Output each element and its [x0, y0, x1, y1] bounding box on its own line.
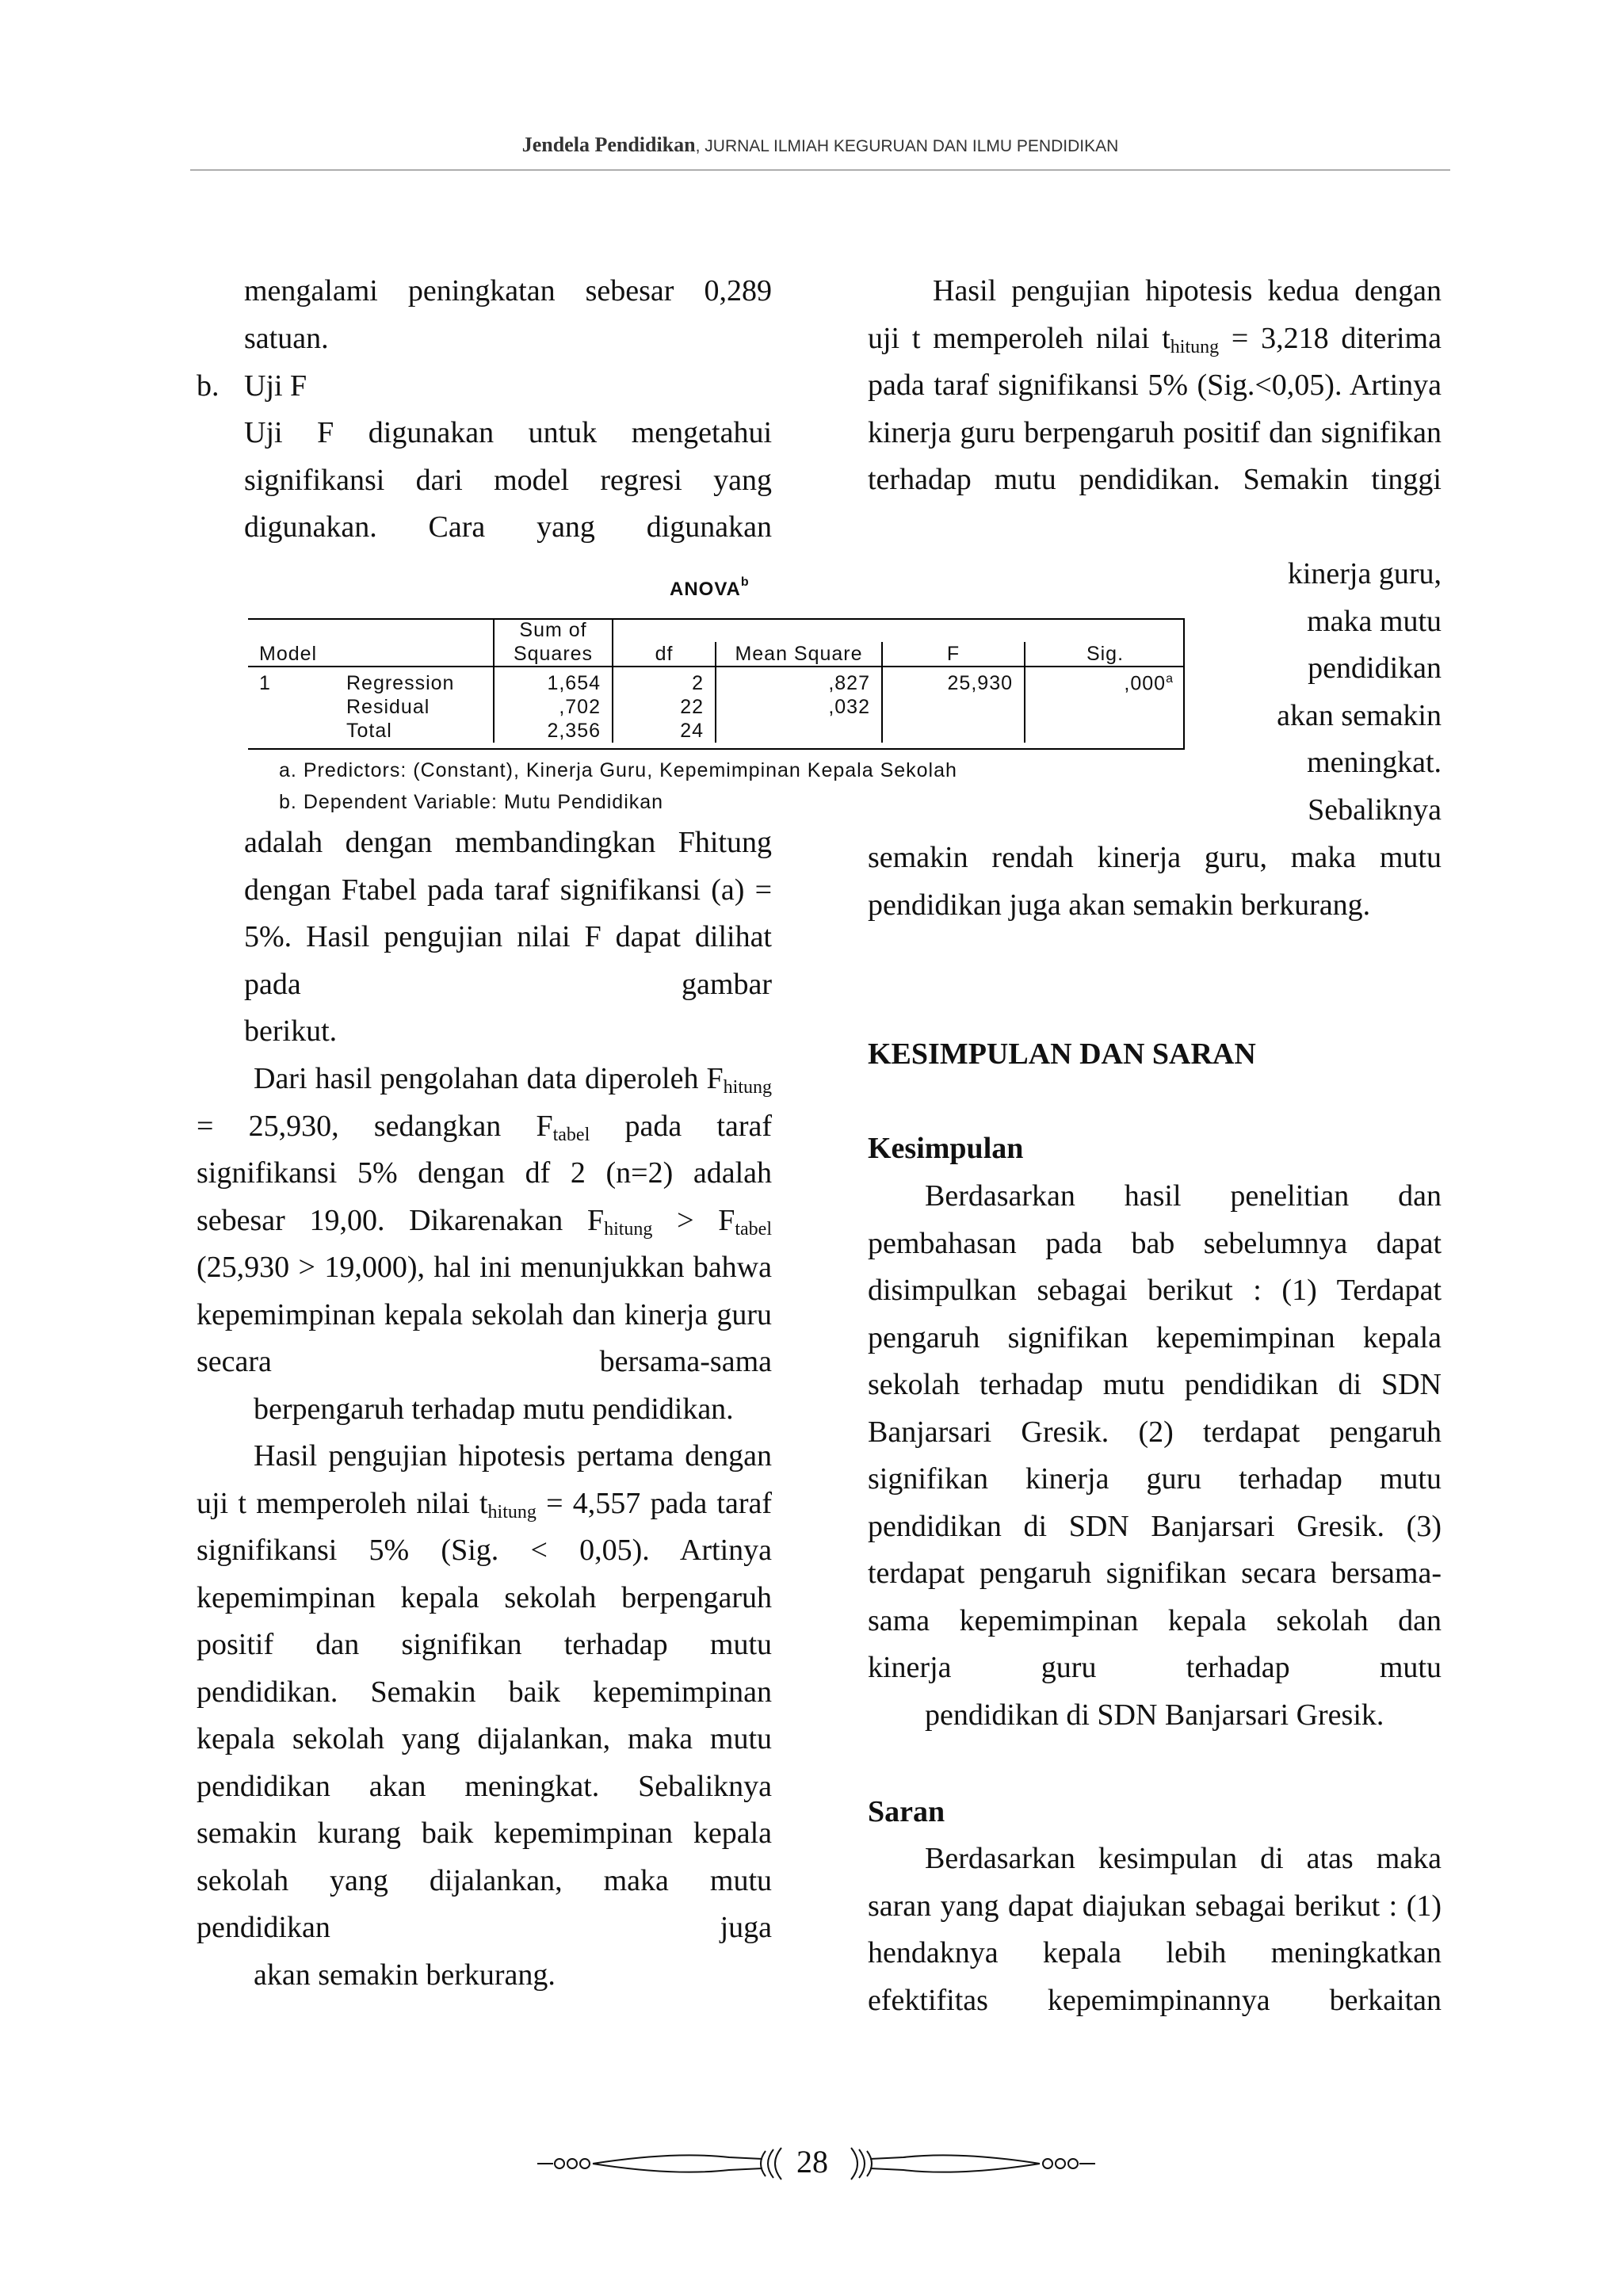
left-p2: Uji F digunakan untuk mengetahui signifikansi dari model regresi yang digunakan. Cara yang digunakan	[244, 416, 772, 544]
right-p1-text-b: = 3,218 diterima pada taraf signifikansi 5% (Sig.<0,05). Artinya kinerja guru berpengaruh positif dan signifikan terhadap mutu pendidikan. Semakin tinggi	[868, 321, 1442, 496]
running-header	[190, 133, 1450, 157]
p4-sub-tabel: tabel	[552, 1124, 590, 1145]
left-p1-line2: satuan.	[244, 322, 329, 355]
header-cell	[882, 618, 1025, 642]
header-df: df	[613, 642, 716, 667]
saran-heading: Saran	[868, 1795, 945, 1828]
cell-ss: ,702	[494, 695, 613, 719]
left-p3-last: berikut.	[244, 1014, 338, 1048]
anova-title-text: ANOVA	[670, 579, 741, 600]
kesimpulan-paragraph	[868, 1173, 1442, 1739]
cell-f: 25,930	[882, 667, 1025, 695]
p5-text-b: = 4,557 pada taraf signifikansi 5% (Sig. < 0,05). Artinya kepemimpinan kepala sekolah berpengaruh positif dan signifikan terhadap mutu pendidikan. Semakin baik kepemimpinan kepala sekolah yang dijalankan, maka mutu pendidikan akan meningkat. Sebaliknya semakin kurang baik kepemimpinan kepala sekolah yang dijalankan, maka mutu pendidikan juga	[197, 1486, 772, 1944]
p4-text-d: > F	[652, 1203, 735, 1237]
journal-subtitle: , JURNAL ILMIAH KEGURUAN DAN ILMU PENDIDIKAN	[695, 137, 1119, 155]
left-p1-line1: mengalami peningkatan sebesar 0,289	[244, 274, 772, 308]
list-label-b: b.	[197, 369, 220, 403]
note-b-text: Dependent Variable: Mutu Pendidikan	[303, 791, 664, 813]
section-title: KESIMPULAN DAN SARAN	[868, 1037, 1256, 1071]
kesimpulan-heading: Kesimpulan	[868, 1132, 1024, 1165]
cell-df: 22	[613, 695, 716, 719]
p4-text-b: = 25,930, sedangkan F	[197, 1109, 553, 1143]
right-narrow-1	[1224, 551, 1442, 598]
right-narrow-2	[1224, 598, 1442, 646]
p4-text-a: Dari hasil pengolahan data diperoleh F	[254, 1062, 724, 1095]
right-narrow-5	[1224, 739, 1442, 787]
narrow-line: pendidikan	[1308, 651, 1442, 685]
table-header-row-1	[248, 618, 1185, 642]
narrow-line: Sebaliknya	[1308, 793, 1442, 827]
p4-sub-hitung: hitung	[723, 1077, 772, 1098]
header-f: F	[882, 642, 1025, 667]
left-p5	[197, 1433, 772, 1999]
p4-sub-tabel-2: tabel	[735, 1218, 772, 1240]
subsection-uji-f: Uji F	[244, 369, 307, 403]
anova-title	[670, 575, 750, 601]
kesimpulan-text: Berdasarkan hasil penelitian dan pembahasan pada bab sebelumnya dapat disimpulkan sebagai berikut : (1) Terdapat pengaruh signifikan kepemimpinan kepala sekolah terhadap mutu pendidikan di SDN Banjarsari Gresik. (2) terdapat pengaruh signifikan kinerja guru terhadap mutu pendidikan di SDN Banjarsari Gresik. (3) terdapat pengaruh signifikan secara bersama-sama kepemimpinan kepala sekolah dan kinerja guru terhadap mutu	[868, 1179, 1442, 1684]
cell-ms	[716, 719, 882, 743]
narrow-line: maka mutu	[1307, 605, 1442, 638]
narrow-line: akan semakin	[1277, 699, 1442, 732]
cell-name: Residual	[335, 695, 494, 719]
left-p3-text: adalah dengan membandingkan Fhitung dengan Ftabel pada taraf signifikansi (a) = 5%. Hasil pengujian nilai F dapat dilihat pada gambar	[244, 826, 772, 1001]
anova-note-a	[279, 759, 957, 782]
cell-name: Regression	[335, 667, 494, 695]
p4-last: berpengaruh terhadap mutu pendidikan.	[254, 1392, 734, 1426]
table-header-row-2	[248, 642, 1185, 667]
p5-text-a: Hasil pengujian hipotesis pertama dengan uji t memperoleh nilai t	[197, 1439, 772, 1520]
table-row-total	[248, 719, 1185, 743]
cell-df: 2	[613, 667, 716, 695]
note-a-text: Predictors: (Constant), Kinerja Guru, Kepemimpinan Kepala Sekolah	[303, 759, 957, 781]
p4-sub-hitung-2: hitung	[604, 1218, 653, 1240]
cell-ms: ,032	[716, 695, 882, 719]
header-cell	[716, 618, 882, 642]
cell-sig-value: ,000	[1124, 672, 1167, 695]
narrow-line: kinerja guru,	[1287, 557, 1442, 590]
cell-sig-sup: a	[1166, 672, 1174, 686]
right-narrow-3	[1224, 645, 1442, 693]
note-a-label: a.	[279, 759, 297, 781]
p5-last: akan semakin berkurang.	[254, 1958, 556, 1992]
cell-ss: 2,356	[494, 719, 613, 743]
p4-text-c: pada taraf signifikansi 5% dengan df 2 (n=2) adalah sebesar 19,00. Dikarenakan F	[197, 1109, 772, 1237]
note-b-label: b.	[279, 791, 297, 813]
header-cell	[613, 618, 716, 642]
header-model: Model	[248, 642, 494, 667]
p5-sub-hitung: hitung	[487, 1501, 537, 1522]
anova-table	[248, 618, 1185, 743]
left-p3	[244, 819, 772, 1056]
anova-title-sup: b	[740, 575, 750, 589]
header-squares: Squares	[494, 642, 613, 667]
cell-df: 24	[613, 719, 716, 743]
right-p1-last: pendidikan juga akan semakin berkurang.	[868, 888, 1371, 922]
right-p1-sub: hitung	[1170, 336, 1220, 357]
cell-sig	[1025, 667, 1185, 695]
cell-model	[248, 695, 335, 719]
cell-model	[248, 719, 335, 743]
cell-ss: 1,654	[494, 667, 613, 695]
right-p1-text-c: semakin rendah kinerja guru, maka mutu	[868, 841, 1442, 874]
cell-f	[882, 695, 1025, 719]
right-p1	[868, 268, 1442, 504]
cell-sig	[1025, 719, 1185, 743]
left-p4	[197, 1056, 772, 1433]
header-sig: Sig.	[1025, 642, 1185, 667]
header-sum-of: Sum of	[494, 618, 613, 642]
cell-f	[882, 719, 1025, 743]
page-number: 28	[796, 2144, 828, 2179]
kesimpulan-last: pendidikan di SDN Banjarsari Gresik.	[925, 1698, 1384, 1732]
header-cell	[248, 618, 494, 642]
journal-name: Jendela Pendidikan	[521, 133, 696, 156]
narrow-line: meningkat.	[1307, 746, 1442, 779]
cell-model: 1	[259, 672, 271, 695]
p4-text-e: (25,930 > 19,000), hal ini menunjukkan bahwa kepemimpinan kepala sekolah dan kinerja guru secara bersama-sama	[197, 1251, 772, 1378]
cell-sig	[1025, 695, 1185, 719]
anova-note-b	[279, 791, 663, 814]
cell-ms: ,827	[716, 667, 882, 695]
header-cell	[1025, 618, 1185, 642]
saran-paragraph: Berdasarkan kesimpulan di atas maka saran yang dapat diajukan sebagai berikut : (1) hendaknya kepala lebih meningkatkan efektifitas kepemimpinannya berkaitan	[868, 1842, 1442, 2017]
right-p1-text-a: Hasil pengujian hipotesis kedua dengan uji t memperoleh nilai t	[868, 274, 1442, 355]
table-row-residual	[248, 695, 1185, 719]
table-row-regression	[248, 667, 1185, 695]
header-mean-square: Mean Square	[716, 642, 882, 667]
right-narrow-6	[1224, 787, 1442, 835]
right-p1-tail	[868, 835, 1442, 929]
right-narrow-4	[1224, 693, 1442, 740]
cell-name: Total	[335, 719, 494, 743]
